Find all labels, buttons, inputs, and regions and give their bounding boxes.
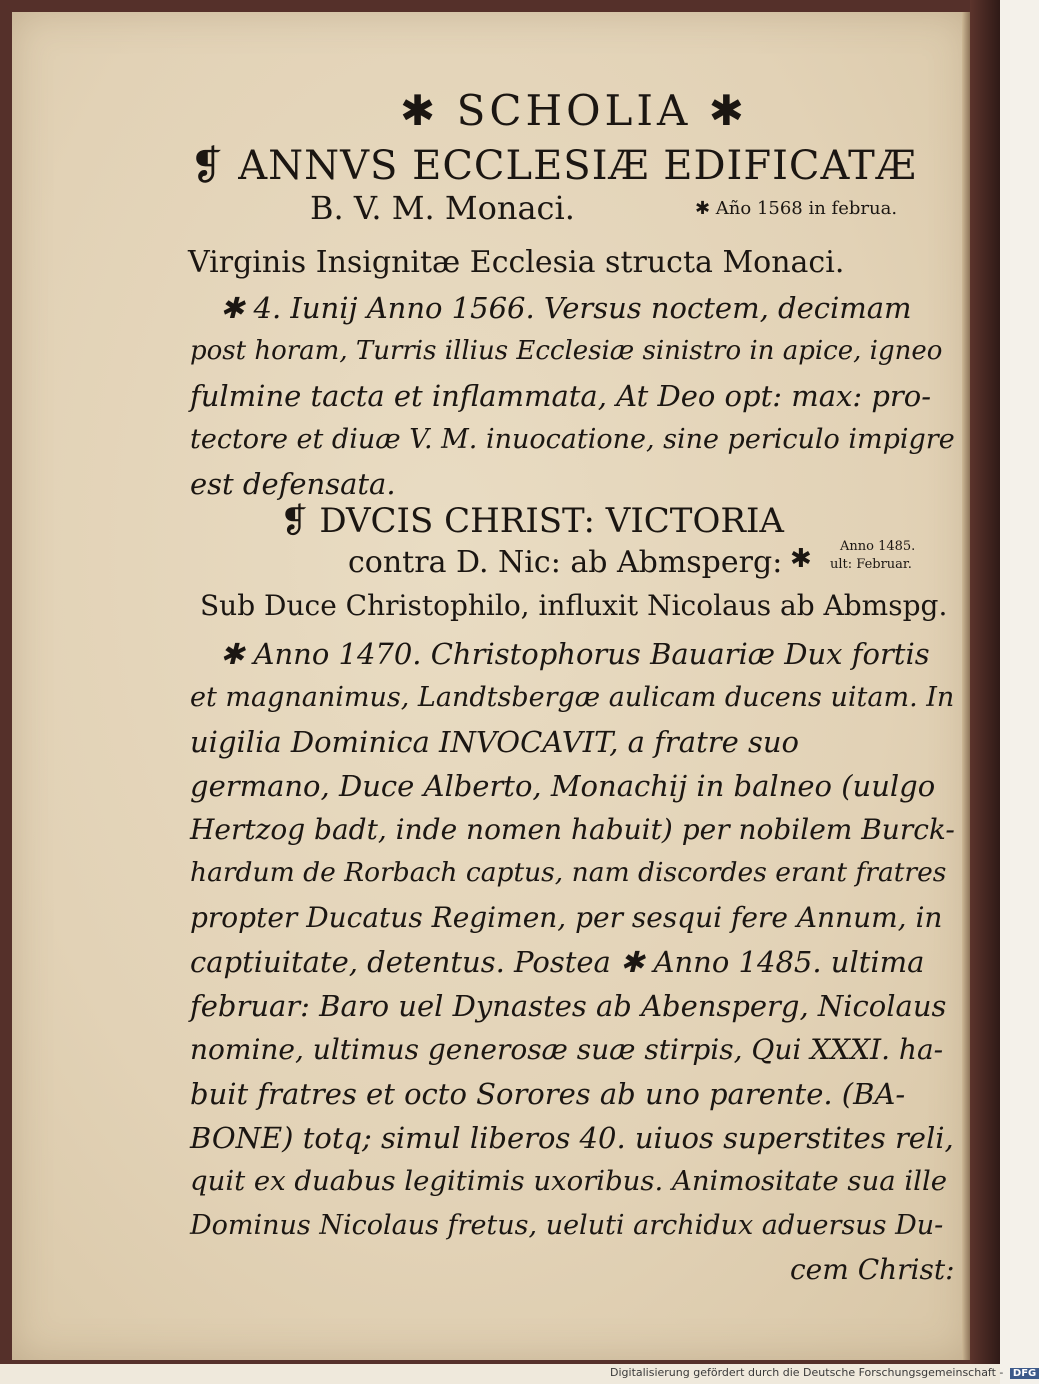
section2-heading-line2: contra D. Nic: ab Abmsperg: xyxy=(348,545,783,580)
section2-body-line: hardum de Rorbach captus, nam discordes erant fratres xyxy=(190,857,947,888)
section1-heading-line1 xyxy=(190,143,917,189)
pilcrow-icon: ❡ xyxy=(280,501,309,541)
footer-credit xyxy=(610,1366,1039,1379)
scan-edge-shadow xyxy=(970,0,1000,1364)
section2-body-line: et magnanimus, Landtsbergæ aulicam ducens uitam. In xyxy=(190,682,955,713)
section2-heading-line1 xyxy=(280,501,784,541)
section2-body-line: Dominus Nicolaus fretus, ueluti archidux aduersus Du- xyxy=(190,1210,944,1241)
section2-body-line: propter Ducatus Regimen, per sesqui fere Annum, in xyxy=(190,901,943,934)
section2-side-note-line2: ult: Februar. xyxy=(830,557,912,572)
section1-body-line: post horam, Turris illius Ecclesiæ sinistro in apice, igneo xyxy=(190,336,943,366)
section2-body-line: februar: Baro uel Dynastes ab Abensperg, Nicolaus xyxy=(190,989,947,1023)
section2-heading-text: DVCIS CHRIST: VICTORIA xyxy=(319,501,784,541)
page-title xyxy=(400,86,748,135)
section2-body-line: Hertzog badt, inde nomen habuit) per nobilem Burck- xyxy=(190,813,955,846)
section2-body-line: germano, Duce Alberto, Monachij in balneo (uulgo xyxy=(190,769,936,803)
footer-text: Digitalisierung gefördert durch die Deutsche Forschungsgemeinschaft - xyxy=(610,1366,1004,1379)
title-text: SCHOLIA xyxy=(456,86,692,135)
section1-heading-text: ANNVS ECCLESIÆ EDIFICATÆ xyxy=(238,143,917,189)
ornament-right: ✱ xyxy=(708,86,748,135)
section1-body-line: ✱ 4. Iunij Anno 1566. Versus noctem, decimam xyxy=(220,291,912,325)
dfg-logo: DFG xyxy=(1010,1368,1039,1379)
section2-side-note-line1: Anno 1485. xyxy=(840,539,916,554)
section2-body-line: ✱ Anno 1470. Christophorus Bauariæ Dux fortis xyxy=(220,637,930,671)
section2-body-line: uigilia Dominica INVOCAVIT, a fratre suo xyxy=(190,725,799,759)
section2-body-line: BONE) totq; simul liberos 40. uiuos superstites reli, xyxy=(190,1121,954,1155)
section1-side-note: ✱ Año 1568 in februa. xyxy=(695,198,898,219)
paper-edge xyxy=(962,12,970,1360)
pilcrow-icon: ❡ xyxy=(190,143,225,189)
section2-marker: ✱ xyxy=(790,544,812,574)
section1-body-line: est defensata. xyxy=(190,467,396,501)
section2-body-line: nomine, ultimus generosæ suæ stirpis, Qui XXXI. ha- xyxy=(190,1033,944,1066)
section1-body-line: fulmine tacta et inflammata, At Deo opt: max: pro- xyxy=(190,379,932,413)
section2-catchword: cem Christ: xyxy=(790,1253,955,1286)
section1-heading-line2: B. V. M. Monaci. xyxy=(310,189,575,227)
section2-subtitle: Sub Duce Christophilo, influxit Nicolaus ab Abmspg. xyxy=(200,589,948,622)
section1-body-line: tectore et diuæ V. M. inuocatione, sine periculo impigre xyxy=(190,424,955,455)
section2-body-line: buit fratres et octo Sorores ab uno parente. (BA- xyxy=(190,1077,906,1111)
ornament-left: ✱ xyxy=(400,86,440,135)
section1-subtitle: Virginis Insignitæ Ecclesia structa Monaci. xyxy=(188,245,845,280)
section2-body-line: captiuitate, detentus. Postea ✱ Anno 1485. ultima xyxy=(190,945,925,979)
section2-body-line: quit ex duabus legitimis uxoribus. Animositate sua ille xyxy=(190,1165,948,1197)
